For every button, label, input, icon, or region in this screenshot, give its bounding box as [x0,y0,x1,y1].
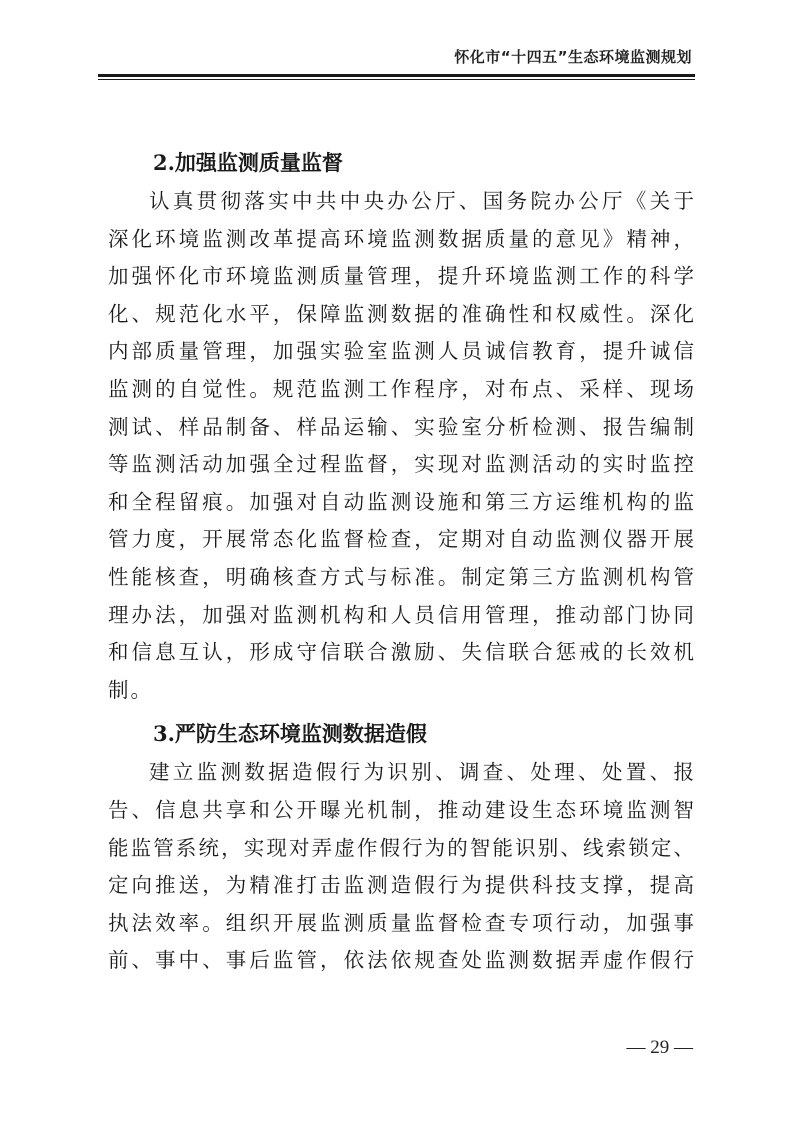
running-header-title: 怀化市“十四五”生态环境监测规划 [454,48,692,66]
text-line: 管力度，开展常态化监督检查，定期对自动监测仪器开展 [108,527,696,552]
text-line: 等监测活动加强全过程监督，实现对监测活动的实时监控 [108,452,696,477]
text-line: 制。 [108,677,153,702]
text-line: 监测的自觉性。规范监测工作程序，对布点、采样、现场 [108,376,696,401]
header-rule-thin [98,79,695,80]
text-line: 和信息互认，形成守信联合激励、失信联合惩戒的长效机 [108,640,696,665]
text-line: 告、信息共享和公开曝光机制，推动建设生态环境监测智 [108,797,696,822]
text-line: 执法效率。组织开展监测质量监督检查专项行动，加强事 [108,910,696,935]
document-body [108,143,696,980]
page-number: — 29 — [626,1037,693,1058]
paragraph-quality-supervision [108,183,696,709]
text-line: 理办法，加强对监测机构和人员信用管理，推动部门协同 [108,602,696,627]
section-heading-prevent-data-fraud: 3.严防生态环境监测数据造假 [153,721,427,747]
text-line: 建立监测数据造假行为识别、调查、处理、处置、报 [149,760,696,785]
text-line: 测试、样品制备、样品运输、实验室分析检测、报告编制 [108,414,696,439]
text-line: 认真贯彻落实中共中央办公厅、国务院办公厅《关于 [149,189,696,213]
section-heading-quality-supervision: 2.加强监测质量监督 [153,150,343,175]
header-rule-thick [98,74,695,77]
text-line: 定向推送，为精准打击监测造假行为提供科技支撑，提高 [108,873,696,898]
text-line: 能监管系统，实现对弄虚作假行为的智能识别、线索锁定、 [108,835,696,860]
paragraph-prevent-data-fraud [108,754,696,980]
text-line: 和全程留痕。加强对自动监测设施和第三方运维机构的监 [108,489,696,514]
text-line: 内部质量管理，加强实验室监测人员诚信教育，提升诚信 [108,339,696,364]
text-line: 深化环境监测改革提高环境监测数据质量的意见》精神， [108,226,696,251]
text-line: 化、规范化水平，保障监测数据的准确性和权威性。深化 [108,301,696,326]
text-line: 前、事中、事后监管，依法依规查处监测数据弄虚作假行 [108,948,696,973]
text-line: 加强怀化市环境监测质量管理，提升环境监测工作的科学 [108,264,696,289]
text-line: 性能核查，明确核查方式与标准。制定第三方监测机构管 [108,564,696,589]
